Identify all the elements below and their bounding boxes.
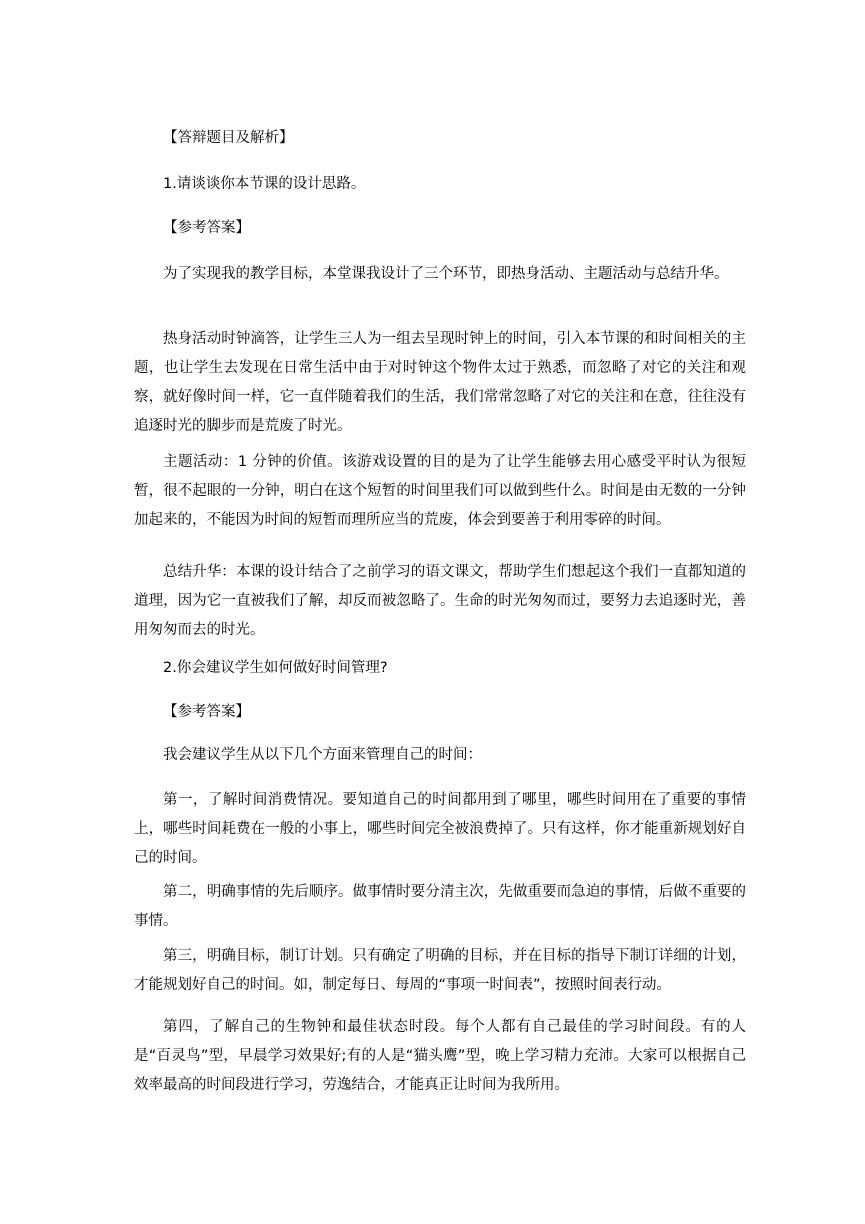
q1-intro-paragraph: 为了实现我的教学目标，本堂课我设计了三个环节，即热身活动、主题活动与总结升华。 bbox=[163, 266, 729, 282]
q1-summary-paragraph: 总结升华：本课的设计结合了之前学习的语文课文，帮助学生们想起这个我们一直都知道的道理，因为它一直被我们了解，却反而被忽略了。生命的时光匆匆而过，要努力去追逐时光，善用匆匆而去的时光。 bbox=[134, 564, 746, 638]
answer-label-1: 【参考答案】 bbox=[163, 220, 250, 236]
q2-intro-paragraph: 我会建议学生从以下几个方面来管理自己的时间： bbox=[163, 747, 482, 763]
q2-point-2-paragraph: 第二，明确事情的先后顺序。做事情时要分清主次，先做重要而急迫的事情，后做不重要的事情。 bbox=[134, 884, 746, 929]
q2-point-4-paragraph: 第四，了解自己的生物钟和最佳状态时段。每个人都有自己最佳的学习时间段。有的人是“百灵鸟”型，早晨学习效果好;有的人是“猫头鹰”型，晚上学习精力充沛。大家可以根据自己效率最高的时间段进行学习，劳逸结合，才能真正让时间为我所用。 bbox=[134, 1019, 746, 1093]
q2-point-1-paragraph: 第一，了解时间消费情况。要知道自己的时间都用到了哪里，哪些时间用在了重要的事情上，哪些时间耗费在一般的小事上，哪些时间完全被浪费掉了。只有这样，你才能重新规划好自己的时间。 bbox=[134, 792, 746, 866]
question-1: 1.请谈谈你本节课的设计思路。 bbox=[163, 176, 366, 192]
section-title: 【答辩题目及解析】 bbox=[163, 130, 294, 146]
q2-point-3-paragraph: 第三，明确目标，制订计划。只有确定了明确的目标，并在目标的指导下制订详细的计划，才能规划好自己的时间。如，制定每日、每周的“事项一时间表”，按照时间表行动。 bbox=[134, 948, 746, 993]
answer-label-2: 【参考答案】 bbox=[163, 704, 250, 720]
q1-warmup-paragraph: 热身活动时钟滴答，让学生三人为一组去呈现时钟上的时间，引入本节课的和时间相关的主题，也让学生去发现在日常生活中由于对时钟这个物件太过于熟悉，而忽略了对它的关注和观察，就好像时间一样，它一直伴随着我们的生活，我们常常忽略了对它的关注和在意，往往没有追逐时光的脚步而是荒废了时光。 bbox=[134, 331, 746, 434]
q1-main-activity-paragraph: 主题活动：1 分钟的价值。该游戏设置的目的是为了让学生能够去用心感受平时认为很短暂，很不起眼的一分钟，明白在这个短暂的时间里我们可以做到些什么。时间是由无数的一分钟加起来的，不能因为时间的短暂而理所应当的荒废，体会到要善于利用零碎的时间。 bbox=[134, 454, 746, 528]
question-2: 2.你会建议学生如何做好时间管理? bbox=[163, 660, 388, 676]
